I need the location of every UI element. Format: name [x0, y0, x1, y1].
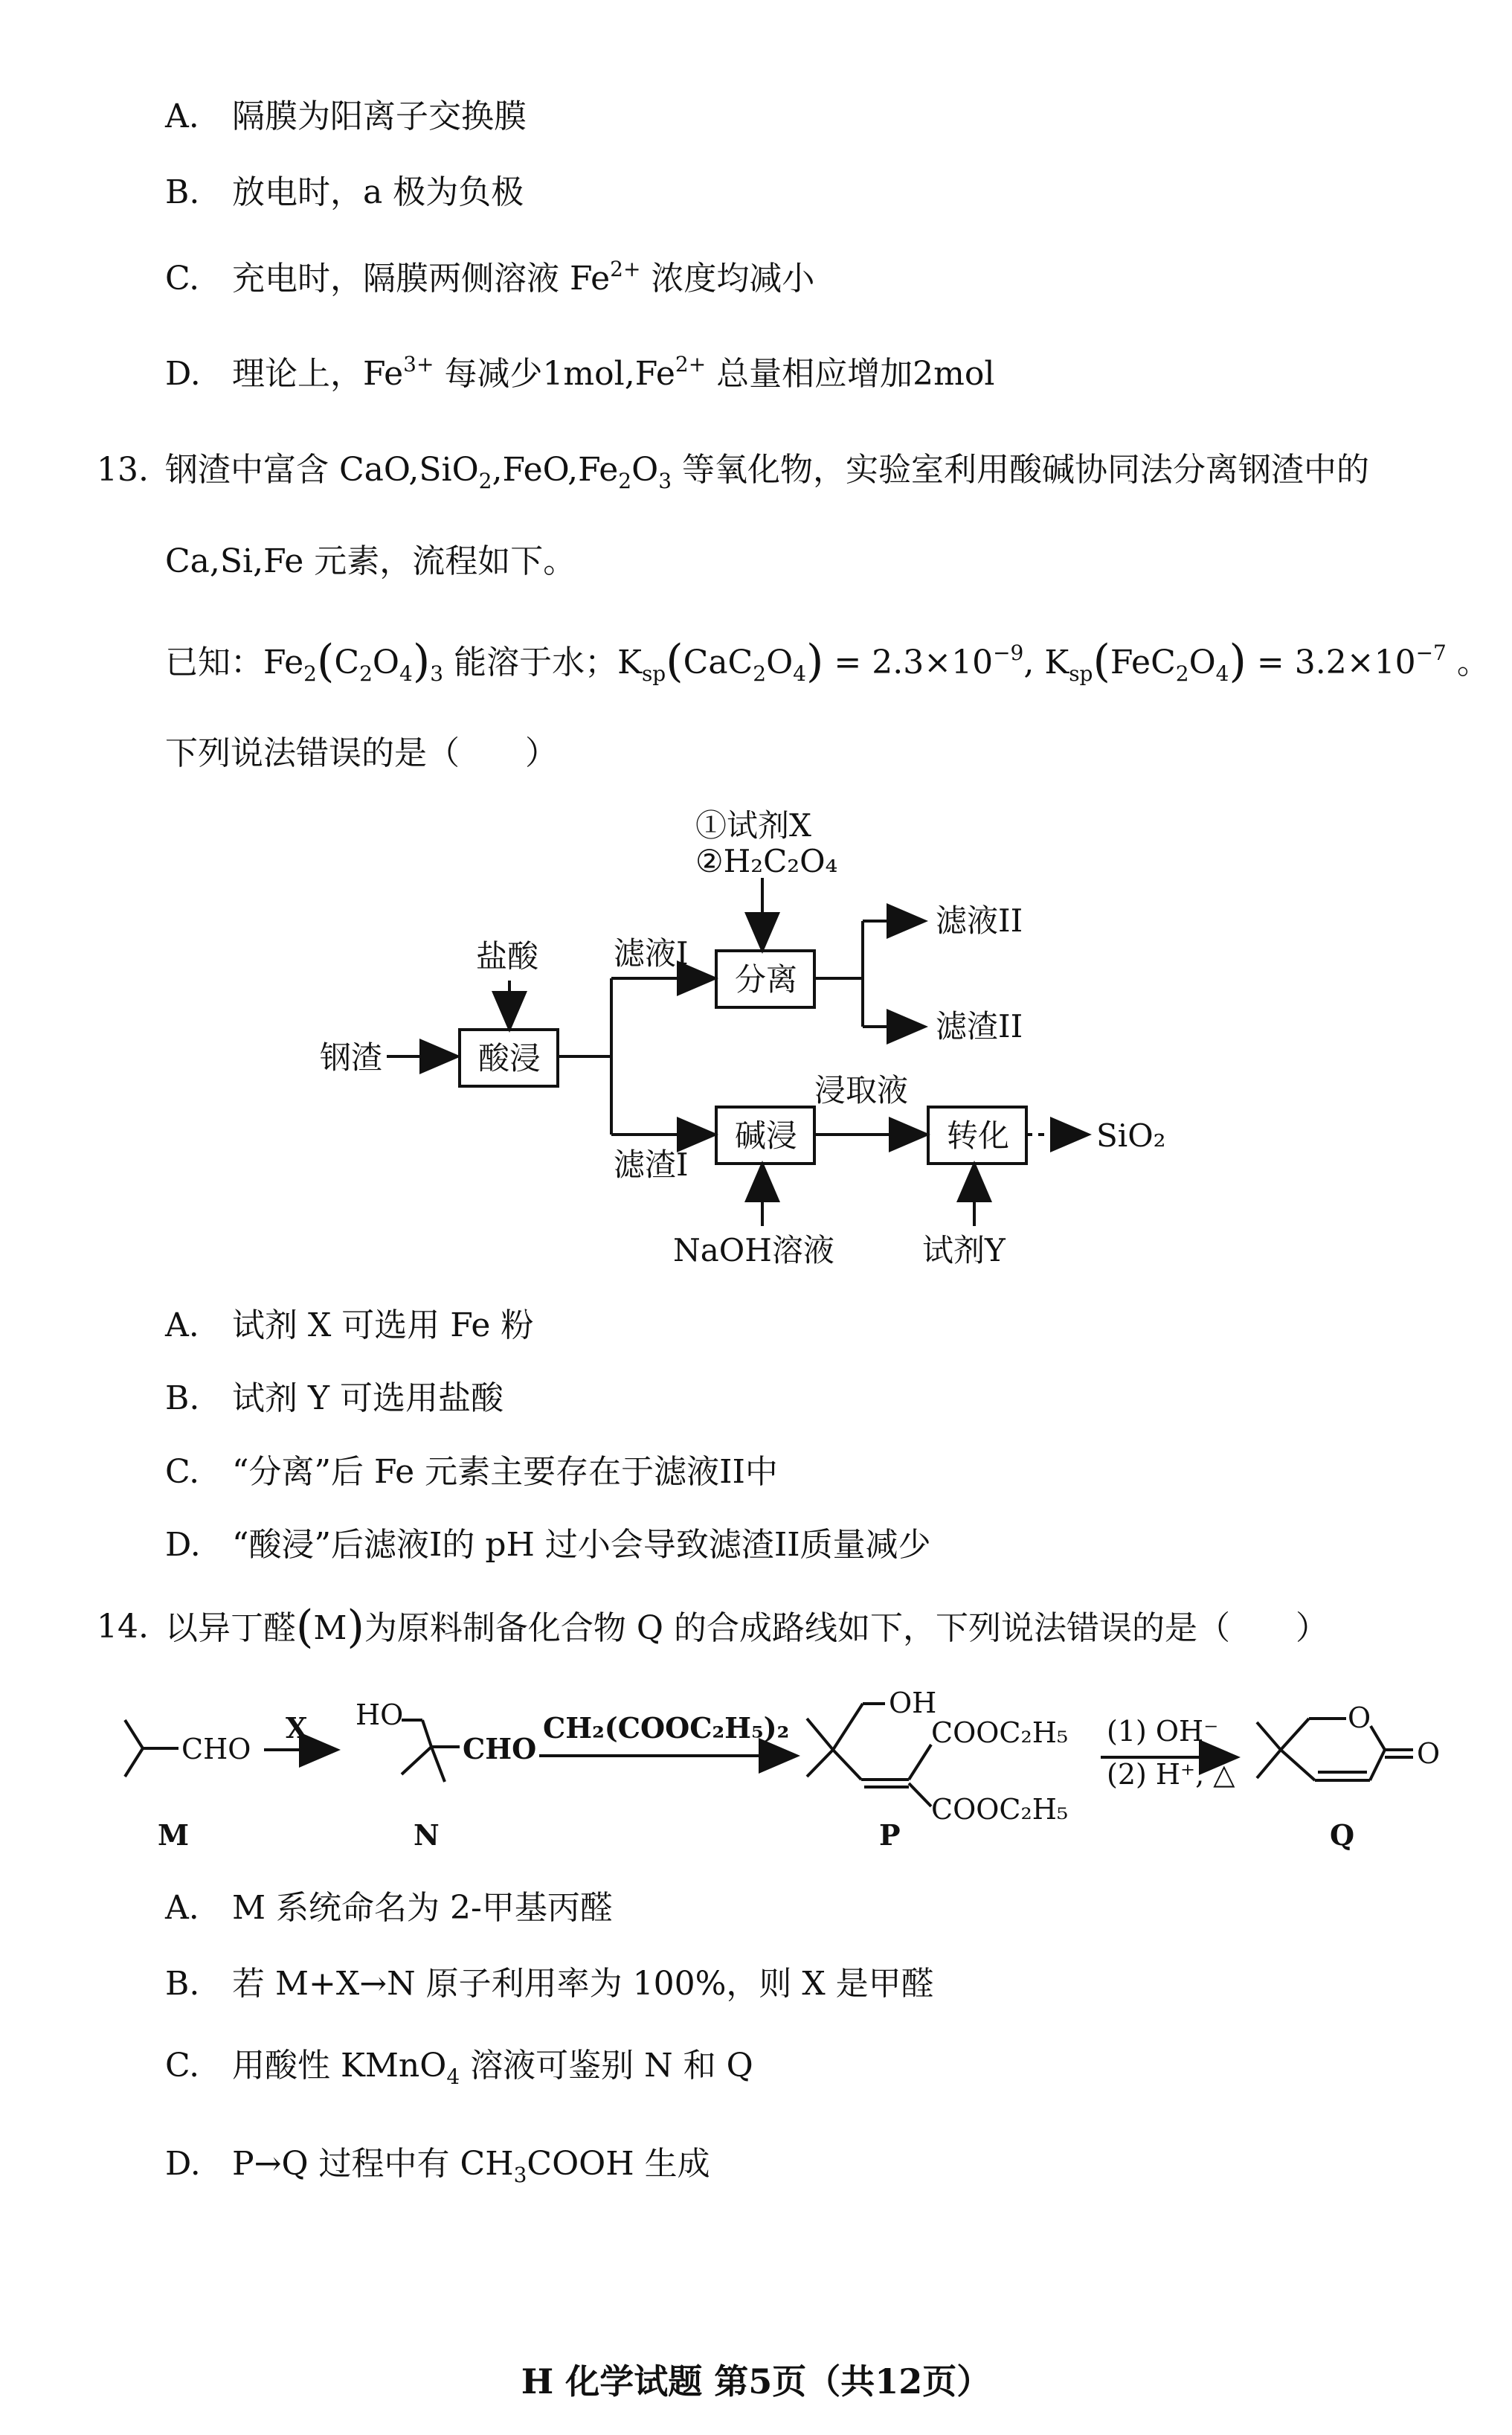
option-label: A. [165, 1306, 199, 1344]
p-skeleton [807, 1719, 833, 1777]
option-label: D. [165, 1526, 201, 1564]
label-filtrate2: 滤液II [936, 902, 1023, 939]
text-seg: N 原子利用率为 100%，则 X 是甲醛 [387, 1965, 934, 2003]
text-seg: 等氧化物，实验室利用酸碱协同法分离钢渣中的 [672, 451, 1369, 489]
text-seg: FeC [1110, 644, 1176, 681]
label-hcl: 盐酸 [476, 938, 539, 975]
label-q: Q [1330, 1818, 1355, 1852]
option-label: B. [165, 1965, 200, 2003]
q13-stem-line2: Ca,Si,Fe 元素，流程如下。 [165, 542, 576, 580]
superscript: −9 [993, 641, 1024, 665]
text-seg: 已知： [165, 644, 263, 681]
option-text: “酸浸”后滤液I的 pH 过小会导致滤渣II质量减少 [232, 1526, 931, 1564]
superscript: 2+ [610, 257, 641, 281]
text-seg: = 3.2×10 [1246, 644, 1416, 681]
text-seg: 总量相应增加2mol [706, 355, 995, 393]
option-label: C. [165, 260, 200, 298]
option-text: 隔膜为阳离子交换膜 [232, 97, 527, 135]
text-seg: 理论上，Fe [232, 355, 404, 393]
arrow-symbol: → [359, 1965, 387, 2003]
p-oh: OH [889, 1687, 937, 1719]
text-seg: CaC [683, 644, 753, 681]
text-seg: Fe [263, 644, 304, 681]
option-text: M 系统命名为 2-甲基丙醛 [232, 1889, 613, 1927]
subscript: 3 [513, 2163, 527, 2187]
option-text [232, 2046, 753, 2089]
option-text: 试剂 X 可选用 Fe 粉 [232, 1306, 534, 1344]
text-seg: 若 M+X [232, 1965, 360, 2003]
p-cooet1: COOC₂H₅ [931, 1716, 1069, 1749]
text-seg: 以异丁醛 [165, 1609, 296, 1647]
option-label: A. [165, 1889, 199, 1927]
cond2: (2) H⁺, △ [1107, 1758, 1235, 1791]
label-naoh: NaOH溶液 [673, 1232, 834, 1268]
superscript: −7 [1415, 641, 1447, 665]
text-seg: 。 [1446, 644, 1490, 681]
subscript: 4 [446, 2065, 460, 2089]
label-leachate: 浸取液 [814, 1072, 909, 1109]
p-cooet2: COOC₂H₅ [931, 1793, 1069, 1826]
option-text [232, 2144, 710, 2187]
page-footer: H 化学试题 第5页（共12页） [521, 2361, 991, 2402]
cond1: (1) OH⁻ [1107, 1715, 1219, 1748]
label-filtrate1: 滤液I [614, 935, 689, 972]
q14-stem: 以异丁醛(M)为原料制备化合物 Q 的合成路线如下，下列说法错误的是（ ） [165, 1601, 1328, 1653]
option-text [232, 1964, 934, 2004]
arrow-symbol: → [254, 2145, 282, 2183]
option-label: D. [165, 355, 201, 393]
option-text: 试剂 Y 可选用盐酸 [232, 1379, 504, 1417]
text-seg: = 2.3×10 [823, 644, 994, 681]
m-skeleton [125, 1720, 143, 1777]
text-seg: 浓度均减小 [640, 260, 815, 298]
q-carbonyl-o: O [1417, 1737, 1441, 1770]
label-h2c2o4: ②H₂C₂O₄ [695, 843, 838, 879]
label-steel-slag: 钢渣 [320, 1039, 383, 1076]
option-label: B. [165, 1379, 200, 1417]
question-number: 14. [97, 1608, 149, 1646]
label-m: M [158, 1818, 190, 1852]
text-seg: 每减少1mol,Fe [434, 355, 675, 393]
option-label: B. [165, 173, 200, 211]
text-seg: O [631, 451, 659, 489]
label-x: X [286, 1711, 308, 1745]
text-seg: ,FeO,Fe [492, 451, 619, 489]
q13-known: 已知：$Fe_2(C_2O_4)_3$ 能溶于水；$K_{sp}(CaC_2O_4) = 2.3\times 10^{-9}$, $K_{sp}(FeC_2O_4) = 3.2\times 10^{-7}$ 。 [165, 635, 1490, 687]
superscript: 2+ [675, 352, 707, 376]
option-text: 放电时，a 极为负极 [232, 173, 524, 211]
text-seg: P [232, 2145, 254, 2183]
option-label: C. [165, 1453, 200, 1491]
label-alkali-leach: 碱浸 [735, 1117, 798, 1154]
superscript: 3+ [403, 352, 434, 376]
text-seg: , K [1023, 644, 1069, 681]
text-seg: 溶液可鉴别 N 和 Q [460, 2047, 753, 2085]
label-residue2: 滤渣II [936, 1008, 1023, 1045]
option-label: A. [165, 97, 199, 135]
label-malonate: CH₂(COOC₂H₅)₂ [543, 1711, 790, 1745]
n-cho: CHO [463, 1732, 537, 1765]
label-sio2: SiO₂ [1096, 1117, 1166, 1154]
label-acid-leach: 酸浸 [478, 1040, 541, 1077]
option-label: C. [165, 2047, 200, 2085]
text-seg: 用酸性 KMnO [232, 2047, 447, 2085]
q-skeleton [1257, 1722, 1281, 1778]
question-number: 13. [97, 451, 149, 489]
text-seg: Q 过程中有 CH [281, 2145, 514, 2183]
label-p: P [879, 1818, 901, 1852]
n-ho: HO [356, 1698, 404, 1731]
label-n: N [414, 1818, 440, 1852]
m-cho: CHO [181, 1733, 251, 1765]
option-text: “分离”后 Fe 元素主要存在于滤液II中 [232, 1453, 778, 1491]
text-seg: 充电时，隔膜两侧溶液 Fe [232, 260, 611, 298]
label-reagent-x: ①试剂X [695, 807, 811, 844]
label-reagent-y: 试剂Y [922, 1232, 1006, 1268]
text-seg: 能溶于水；K [443, 644, 642, 681]
q13-question: 下列说法错误的是（ ） [165, 734, 558, 772]
text-seg: COOH 生成 [527, 2145, 710, 2183]
text-seg: 为原料制备化合物 Q 的合成路线如下，下列说法错误的是（ ） [364, 1609, 1328, 1647]
label-residue1: 滤渣I [614, 1146, 689, 1183]
q-ring-o: O [1348, 1701, 1371, 1734]
subscript: sp [641, 661, 666, 686]
label-convert: 转化 [947, 1117, 1010, 1154]
text-seg: M [313, 1609, 347, 1647]
option-label: D. [165, 2145, 201, 2183]
q13-stem-line1: 钢渣中富含 $CaO,SiO_2,FeO,Fe_2O_3$ 等氧化物，实验室利用酸碱协同法分离钢渣中的 [165, 451, 1369, 493]
label-separate: 分离 [735, 961, 798, 998]
text-seg: 钢渣中富含 CaO,SiO [165, 451, 479, 489]
